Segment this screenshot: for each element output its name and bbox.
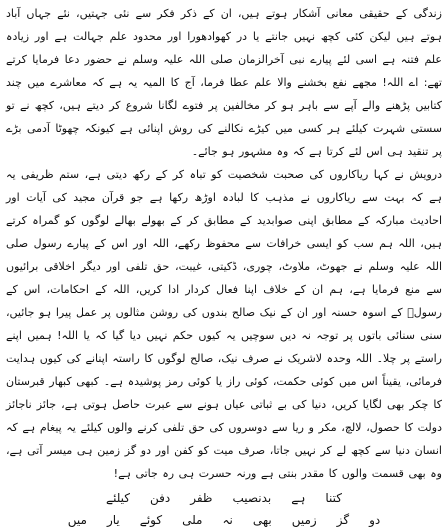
verse-word: میں [67, 513, 87, 527]
couplet-line-1 [6, 487, 442, 509]
verse-word: ہے [291, 491, 306, 505]
verse-word: ظفر [190, 491, 213, 505]
verse-word: دفن [150, 491, 171, 505]
verse-word: یار [106, 513, 120, 527]
paragraph: درویش نے کہا ریاکاروں کی صحبت شخصیت کو تباہ کر کے رکھ دیتی ہے، ستم ظریفی یہ ہے کہ بہت سے ریاکاروں نے مذہب کا لبادہ اوڑھ رکھا ہے جو قرآن مجید کی آیات اور احادیث مبارکہ کے مطابق اپنی صوابدید کے مطابق کر کے بھولے بھالے لوگوں کو گمراہ کرتے ہیں، اللہ ہم سب کو ایسی خرافات سے محفوظ رکھے، اللہ اور اس کے پیارے رسول صلی اللہ علیہ وسلم نے جھوٹ، ملاوٹ، چوری، ڈکیتی، غیبت، حق تلفی اور دیگر اخلاقی برائیوں سے منع فرمایا ہے، ہم ان کے خلاف اپنا فعال کردار ادا کریں، اللہ کے احکامات، اس کے رسولؐ کے اسوہ حسنہ اور ان کے نیک صالح بندوں کی روشن مثالوں پر عمل پیرا ہو جائیں، سنی سنائی باتوں پر توجہ نہ دیں سوچیں یہ کیوں حکم نہیں دیا گیا کہ یا اللہ! ہمیں اپنے راستے پر چلا۔ اللہ وحدہ لاشریک نے صرف نیک، صالح لوگوں کا راستہ اپنانے کی کیوں ہدایت فرمائی، یقیناً اس میں کوئی حکمت، کوئی راز یا کوئی رمز پوشیدہ ہے۔ کبھی کبھار قبرستان کا چکر بھی لگایا کریں، دنیا کی بے ثباتی عیاں ہونے سے عبرت حاصل ہوتی ہے، جائز ناجائز دولت کا حصول، لالچ، مکر و ریا سے دوسروں کی حق تلفی کرنے والوں کیلئے یہ پیغام ہے کہ انسان دنیا سے کچھ لے کر نہیں جاتا، صرف میت کو کفن اور دو گز زمین ہی میسر آتی ہے، وہ بھی قسمت والوں کا مقدر بنتی ہے ورنہ حسرت ہی رہ جاتی ہے! [6, 168, 442, 480]
verse-word: بدنصیب [232, 491, 272, 505]
verse-word: ملی [182, 513, 203, 527]
verse-word: کیلئے [106, 491, 131, 505]
poetry-couplet [6, 487, 442, 531]
verse-word: زمیں [291, 513, 317, 527]
verse-word: گز [336, 513, 350, 527]
verse-word: بھی [252, 513, 272, 527]
verse-word: دو [369, 513, 381, 527]
paragraph: زندگی کے حقیقی معانی آشکار ہوتے ہیں، ان کے ذکر فکر سے نئی جہتیں، نئے جہاں آباد ہوتے ہیں لیکن کئی کچھ نہیں جانتے یا در کھوادھورا اور محدود علم جہالت ہے اور زیادہ علم فتنہ ہے اسی لئے پیارے نبی آخرالزمان صلی اللہ علیہ وسلم نے حضور دعا فرمایا کرتے تھے: اے اللہ! مجھے نفع بخشنے والا علم عطا فرما، آج کا المیہ یہ ہے کہ معاشرے میں چند کتابیں پڑھنے والے آپے سے باہر ہو کر مخالفین پر فتوے لگانا شروع کر دیتے ہیں، کچھ نے تو سستی شہرت کیلئے ہر کسی میں کیڑے نکالنے کی روش اپنائی ہے کیونکہ چھوٹا آدمی بڑے پر تنقید ہی اس لئے کرتا ہے کہ وہ مشہور ہو جائے۔ [6, 7, 442, 158]
verse-word: کوئے [139, 513, 163, 527]
verse-word: نہ [222, 513, 233, 527]
couplet-line-2 [6, 509, 442, 531]
verse-word: کتنا [325, 491, 342, 505]
